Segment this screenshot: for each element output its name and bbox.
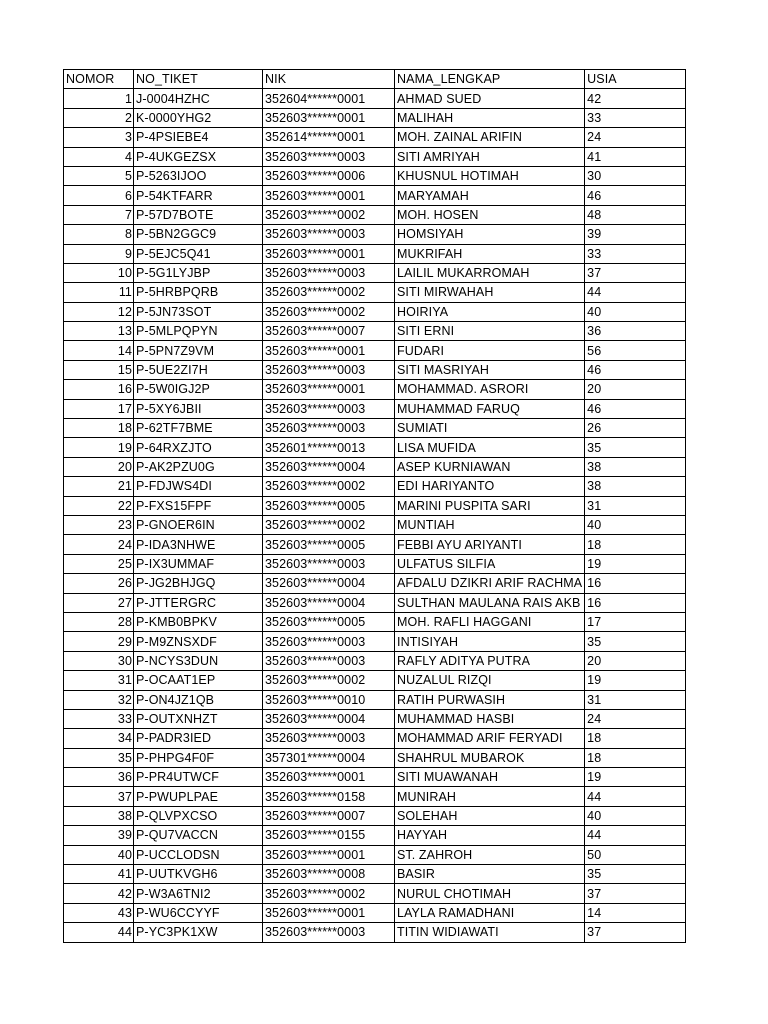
cell-no-tiket: P-57D7BOTE xyxy=(134,205,263,224)
cell-no-tiket: P-PHPG4F0F xyxy=(134,748,263,767)
cell-usia: 19 xyxy=(585,768,686,787)
cell-usia: 40 xyxy=(585,515,686,534)
table-row xyxy=(64,166,686,185)
cell-nama-lengkap: MOH. ZAINAL ARIFIN xyxy=(395,128,585,147)
cell-no-tiket: P-M9ZNSXDF xyxy=(134,632,263,651)
cell-no-tiket: P-64RXZJTO xyxy=(134,438,263,457)
cell-nama-lengkap: SITI MASRIYAH xyxy=(395,360,585,379)
table-row xyxy=(64,612,686,631)
table-row xyxy=(64,768,686,787)
cell-no-tiket: P-5EJC5Q41 xyxy=(134,244,263,263)
cell-nik: 352603******0005 xyxy=(263,612,395,631)
table-row xyxy=(64,690,686,709)
cell-no-tiket: P-5BN2GGC9 xyxy=(134,225,263,244)
cell-nama-lengkap: EDI HARIYANTO xyxy=(395,477,585,496)
cell-nama-lengkap: SITI MIRWAHAH xyxy=(395,283,585,302)
table-row xyxy=(64,865,686,884)
cell-nik: 357301******0004 xyxy=(263,748,395,767)
cell-nik: 352603******0001 xyxy=(263,186,395,205)
table-row xyxy=(64,845,686,864)
cell-no-tiket: P-QLVPXCSO xyxy=(134,806,263,825)
cell-no-tiket: K-0000YHG2 xyxy=(134,108,263,127)
cell-nama-lengkap: SHAHRUL MUBAROK xyxy=(395,748,585,767)
cell-nik: 352603******0002 xyxy=(263,283,395,302)
cell-no-tiket: P-62TF7BME xyxy=(134,419,263,438)
cell-nomor: 37 xyxy=(64,787,134,806)
cell-usia: 35 xyxy=(585,438,686,457)
cell-nomor: 4 xyxy=(64,147,134,166)
cell-usia: 38 xyxy=(585,457,686,476)
cell-nama-lengkap: HAYYAH xyxy=(395,826,585,845)
cell-nama-lengkap: LISA MUFIDA xyxy=(395,438,585,457)
table-row xyxy=(64,225,686,244)
cell-nama-lengkap: AFDALU DZIKRI ARIF RACHMA xyxy=(395,574,585,593)
table-row xyxy=(64,477,686,496)
cell-nik: 352603******0003 xyxy=(263,360,395,379)
cell-no-tiket: P-5UE2ZI7H xyxy=(134,360,263,379)
cell-usia: 24 xyxy=(585,128,686,147)
cell-nik: 352603******0155 xyxy=(263,826,395,845)
cell-usia: 35 xyxy=(585,865,686,884)
table-row xyxy=(64,903,686,922)
cell-no-tiket: P-4PSIEBE4 xyxy=(134,128,263,147)
cell-nik: 352603******0003 xyxy=(263,632,395,651)
table-row xyxy=(64,826,686,845)
table-row xyxy=(64,535,686,554)
cell-nama-lengkap: SUMIATI xyxy=(395,419,585,438)
table-row xyxy=(64,806,686,825)
cell-usia: 30 xyxy=(585,166,686,185)
cell-no-tiket: P-JG2BHJGQ xyxy=(134,574,263,593)
cell-nomor: 31 xyxy=(64,671,134,690)
cell-nik: 352603******0003 xyxy=(263,651,395,670)
table-row xyxy=(64,651,686,670)
cell-no-tiket: P-NCYS3DUN xyxy=(134,651,263,670)
cell-nik: 352603******0005 xyxy=(263,535,395,554)
cell-nomor: 25 xyxy=(64,554,134,573)
cell-nik: 352603******0003 xyxy=(263,225,395,244)
cell-no-tiket: P-PADR3IED xyxy=(134,729,263,748)
cell-nik: 352601******0013 xyxy=(263,438,395,457)
cell-nomor: 40 xyxy=(64,845,134,864)
cell-nik: 352603******0001 xyxy=(263,108,395,127)
cell-nama-lengkap: MOH. HOSEN xyxy=(395,205,585,224)
cell-nomor: 41 xyxy=(64,865,134,884)
cell-usia: 35 xyxy=(585,632,686,651)
table-row xyxy=(64,709,686,728)
cell-usia: 39 xyxy=(585,225,686,244)
cell-no-tiket: P-5HRBPQRB xyxy=(134,283,263,302)
cell-no-tiket: P-KMB0BPKV xyxy=(134,612,263,631)
cell-nama-lengkap: LAYLA RAMADHANI xyxy=(395,903,585,922)
cell-nik: 352603******0003 xyxy=(263,923,395,942)
cell-usia: 33 xyxy=(585,108,686,127)
table-row xyxy=(64,205,686,224)
cell-usia: 36 xyxy=(585,322,686,341)
cell-nama-lengkap: SULTHAN MAULANA RAIS AKB xyxy=(395,593,585,612)
cell-nik: 352603******0007 xyxy=(263,806,395,825)
cell-nik: 352603******0003 xyxy=(263,554,395,573)
table-row xyxy=(64,632,686,651)
table-row xyxy=(64,787,686,806)
cell-no-tiket: P-FXS15FPF xyxy=(134,496,263,515)
cell-no-tiket: P-5XY6JBII xyxy=(134,399,263,418)
cell-usia: 46 xyxy=(585,186,686,205)
cell-nama-lengkap: MUNIRAH xyxy=(395,787,585,806)
cell-nomor: 14 xyxy=(64,341,134,360)
cell-nik: 352603******0002 xyxy=(263,477,395,496)
cell-nomor: 13 xyxy=(64,322,134,341)
cell-usia: 31 xyxy=(585,690,686,709)
cell-no-tiket: P-IDA3NHWE xyxy=(134,535,263,554)
cell-nik: 352603******0003 xyxy=(263,147,395,166)
cell-nik: 352603******0006 xyxy=(263,166,395,185)
header-usia: USIA xyxy=(585,70,686,89)
table-row xyxy=(64,186,686,205)
cell-no-tiket: P-PR4UTWCF xyxy=(134,768,263,787)
table-row xyxy=(64,89,686,108)
table-row xyxy=(64,574,686,593)
cell-nik: 352603******0005 xyxy=(263,496,395,515)
cell-usia: 19 xyxy=(585,671,686,690)
cell-usia: 31 xyxy=(585,496,686,515)
cell-nama-lengkap: AHMAD SUED xyxy=(395,89,585,108)
cell-nomor: 24 xyxy=(64,535,134,554)
cell-nama-lengkap: HOMSIYAH xyxy=(395,225,585,244)
cell-nama-lengkap: MARINI PUSPITA SARI xyxy=(395,496,585,515)
cell-usia: 18 xyxy=(585,748,686,767)
cell-no-tiket: P-QU7VACCN xyxy=(134,826,263,845)
table-row xyxy=(64,496,686,515)
table-row xyxy=(64,341,686,360)
cell-nik: 352603******0001 xyxy=(263,380,395,399)
cell-usia: 14 xyxy=(585,903,686,922)
cell-usia: 33 xyxy=(585,244,686,263)
cell-nik: 352603******0004 xyxy=(263,709,395,728)
cell-nomor: 44 xyxy=(64,923,134,942)
cell-no-tiket: P-WU6CCYYF xyxy=(134,903,263,922)
cell-nama-lengkap: MOHAMMAD. ASRORI xyxy=(395,380,585,399)
table-row xyxy=(64,108,686,127)
header-nama-lengkap: NAMA_LENGKAP xyxy=(395,70,585,89)
cell-no-tiket: P-5JN73SOT xyxy=(134,302,263,321)
cell-nomor: 11 xyxy=(64,283,134,302)
header-no-tiket: NO_TIKET xyxy=(134,70,263,89)
cell-no-tiket: P-JTTERGRC xyxy=(134,593,263,612)
cell-usia: 37 xyxy=(585,923,686,942)
cell-nama-lengkap: ASEP KURNIAWAN xyxy=(395,457,585,476)
cell-nik: 352603******0002 xyxy=(263,302,395,321)
cell-nama-lengkap: ULFATUS SILFIA xyxy=(395,554,585,573)
table-row xyxy=(64,263,686,282)
cell-no-tiket: P-UUTKVGH6 xyxy=(134,865,263,884)
cell-nomor: 7 xyxy=(64,205,134,224)
cell-nik: 352603******0002 xyxy=(263,671,395,690)
cell-nomor: 30 xyxy=(64,651,134,670)
data-table xyxy=(63,69,686,943)
cell-no-tiket: P-5263IJOO xyxy=(134,166,263,185)
cell-nomor: 29 xyxy=(64,632,134,651)
cell-nomor: 10 xyxy=(64,263,134,282)
cell-nama-lengkap: RATIH PURWASIH xyxy=(395,690,585,709)
cell-nomor: 34 xyxy=(64,729,134,748)
cell-nomor: 2 xyxy=(64,108,134,127)
cell-nama-lengkap: KHUSNUL HOTIMAH xyxy=(395,166,585,185)
cell-nama-lengkap: MUKRIFAH xyxy=(395,244,585,263)
cell-no-tiket: P-OCAAT1EP xyxy=(134,671,263,690)
table-row xyxy=(64,128,686,147)
cell-usia: 18 xyxy=(585,729,686,748)
cell-no-tiket: P-ON4JZ1QB xyxy=(134,690,263,709)
cell-no-tiket: P-FDJWS4DI xyxy=(134,477,263,496)
cell-nama-lengkap: SITI ERNI xyxy=(395,322,585,341)
cell-usia: 40 xyxy=(585,302,686,321)
cell-usia: 20 xyxy=(585,651,686,670)
table-row xyxy=(64,147,686,166)
cell-nama-lengkap: LAILIL MUKARROMAH xyxy=(395,263,585,282)
cell-no-tiket: P-5W0IGJ2P xyxy=(134,380,263,399)
cell-nomor: 36 xyxy=(64,768,134,787)
cell-nama-lengkap: NURUL CHOTIMAH xyxy=(395,884,585,903)
cell-usia: 26 xyxy=(585,419,686,438)
table-row xyxy=(64,380,686,399)
cell-nomor: 38 xyxy=(64,806,134,825)
table-row xyxy=(64,884,686,903)
cell-usia: 44 xyxy=(585,787,686,806)
cell-nik: 352604******0001 xyxy=(263,89,395,108)
cell-no-tiket: P-5G1LYJBP xyxy=(134,263,263,282)
cell-nama-lengkap: MUNTIAH xyxy=(395,515,585,534)
cell-usia: 20 xyxy=(585,380,686,399)
cell-nomor: 33 xyxy=(64,709,134,728)
cell-nomor: 28 xyxy=(64,612,134,631)
cell-usia: 37 xyxy=(585,884,686,903)
cell-nomor: 22 xyxy=(64,496,134,515)
header-nik: NIK xyxy=(263,70,395,89)
cell-no-tiket: J-0004HZHC xyxy=(134,89,263,108)
cell-nik: 352603******0007 xyxy=(263,322,395,341)
cell-nama-lengkap: SITI AMRIYAH xyxy=(395,147,585,166)
cell-nik: 352603******0003 xyxy=(263,729,395,748)
table-row xyxy=(64,283,686,302)
cell-nama-lengkap: SOLEHAH xyxy=(395,806,585,825)
cell-nik: 352603******0001 xyxy=(263,768,395,787)
cell-nomor: 21 xyxy=(64,477,134,496)
table-row xyxy=(64,554,686,573)
cell-usia: 41 xyxy=(585,147,686,166)
table-row xyxy=(64,593,686,612)
cell-nama-lengkap: MOHAMMAD ARIF FERYADI xyxy=(395,729,585,748)
cell-nomor: 32 xyxy=(64,690,134,709)
cell-usia: 46 xyxy=(585,360,686,379)
cell-usia: 37 xyxy=(585,263,686,282)
cell-nomor: 23 xyxy=(64,515,134,534)
table-row xyxy=(64,457,686,476)
cell-usia: 42 xyxy=(585,89,686,108)
cell-nomor: 19 xyxy=(64,438,134,457)
cell-nomor: 17 xyxy=(64,399,134,418)
cell-nama-lengkap: MARYAMAH xyxy=(395,186,585,205)
cell-nik: 352603******0010 xyxy=(263,690,395,709)
table-row xyxy=(64,748,686,767)
table-row xyxy=(64,923,686,942)
cell-usia: 24 xyxy=(585,709,686,728)
cell-nama-lengkap: MUHAMMAD FARUQ xyxy=(395,399,585,418)
cell-nama-lengkap: INTISIYAH xyxy=(395,632,585,651)
table-header-row xyxy=(64,70,686,89)
cell-nik: 352603******0001 xyxy=(263,903,395,922)
cell-nomor: 6 xyxy=(64,186,134,205)
cell-usia: 40 xyxy=(585,806,686,825)
table-row xyxy=(64,729,686,748)
cell-no-tiket: P-5MLPQPYN xyxy=(134,322,263,341)
cell-usia: 38 xyxy=(585,477,686,496)
cell-usia: 19 xyxy=(585,554,686,573)
cell-nik: 352603******0001 xyxy=(263,845,395,864)
cell-usia: 48 xyxy=(585,205,686,224)
cell-nama-lengkap: BASIR xyxy=(395,865,585,884)
cell-nik: 352603******0004 xyxy=(263,457,395,476)
table-row xyxy=(64,322,686,341)
cell-nomor: 42 xyxy=(64,884,134,903)
cell-nama-lengkap: MOH. RAFLI HAGGANI xyxy=(395,612,585,631)
cell-nomor: 27 xyxy=(64,593,134,612)
cell-nomor: 20 xyxy=(64,457,134,476)
cell-no-tiket: P-GNOER6IN xyxy=(134,515,263,534)
cell-nik: 352603******0003 xyxy=(263,399,395,418)
cell-nomor: 15 xyxy=(64,360,134,379)
table-row xyxy=(64,399,686,418)
cell-nik: 352603******0001 xyxy=(263,244,395,263)
cell-nomor: 12 xyxy=(64,302,134,321)
table-row xyxy=(64,438,686,457)
cell-nik: 352603******0004 xyxy=(263,593,395,612)
cell-nama-lengkap: FEBBI AYU ARIYANTI xyxy=(395,535,585,554)
cell-no-tiket: P-YC3PK1XW xyxy=(134,923,263,942)
header-nomor: NOMOR xyxy=(64,70,134,89)
cell-no-tiket: P-OUTXNHZT xyxy=(134,709,263,728)
cell-usia: 18 xyxy=(585,535,686,554)
cell-nomor: 35 xyxy=(64,748,134,767)
cell-nama-lengkap: ST. ZAHROH xyxy=(395,845,585,864)
table-row xyxy=(64,671,686,690)
cell-nik: 352603******0002 xyxy=(263,515,395,534)
cell-nik: 352614******0001 xyxy=(263,128,395,147)
cell-no-tiket: P-UCCLODSN xyxy=(134,845,263,864)
cell-no-tiket: P-IX3UMMAF xyxy=(134,554,263,573)
cell-nomor: 3 xyxy=(64,128,134,147)
cell-nomor: 8 xyxy=(64,225,134,244)
cell-nomor: 43 xyxy=(64,903,134,922)
cell-usia: 50 xyxy=(585,845,686,864)
cell-nomor: 5 xyxy=(64,166,134,185)
cell-nik: 352603******0003 xyxy=(263,263,395,282)
cell-nama-lengkap: TITIN WIDIAWATI xyxy=(395,923,585,942)
cell-nomor: 16 xyxy=(64,380,134,399)
cell-no-tiket: P-4UKGEZSX xyxy=(134,147,263,166)
cell-nama-lengkap: HOIRIYA xyxy=(395,302,585,321)
cell-no-tiket: P-AK2PZU0G xyxy=(134,457,263,476)
cell-nama-lengkap: MUHAMMAD HASBI xyxy=(395,709,585,728)
cell-usia: 56 xyxy=(585,341,686,360)
cell-nomor: 1 xyxy=(64,89,134,108)
cell-no-tiket: P-54KTFARR xyxy=(134,186,263,205)
table-row xyxy=(64,419,686,438)
cell-no-tiket: P-5PN7Z9VM xyxy=(134,341,263,360)
cell-nama-lengkap: RAFLY ADITYA PUTRA xyxy=(395,651,585,670)
cell-usia: 44 xyxy=(585,283,686,302)
cell-nomor: 18 xyxy=(64,419,134,438)
cell-nama-lengkap: MALIHAH xyxy=(395,108,585,127)
cell-nik: 352603******0003 xyxy=(263,419,395,438)
cell-nik: 352603******0004 xyxy=(263,574,395,593)
cell-nik: 352603******0008 xyxy=(263,865,395,884)
cell-usia: 16 xyxy=(585,593,686,612)
cell-usia: 44 xyxy=(585,826,686,845)
cell-nik: 352603******0158 xyxy=(263,787,395,806)
cell-usia: 46 xyxy=(585,399,686,418)
table-row xyxy=(64,515,686,534)
cell-nomor: 39 xyxy=(64,826,134,845)
cell-nama-lengkap: SITI MUAWANAH xyxy=(395,768,585,787)
table-row xyxy=(64,360,686,379)
cell-usia: 17 xyxy=(585,612,686,631)
cell-nomor: 26 xyxy=(64,574,134,593)
cell-nama-lengkap: FUDARI xyxy=(395,341,585,360)
cell-usia: 16 xyxy=(585,574,686,593)
cell-nomor: 9 xyxy=(64,244,134,263)
cell-nik: 352603******0002 xyxy=(263,205,395,224)
cell-no-tiket: P-W3A6TNI2 xyxy=(134,884,263,903)
cell-no-tiket: P-PWUPLPAE xyxy=(134,787,263,806)
table-row xyxy=(64,244,686,263)
cell-nik: 352603******0001 xyxy=(263,341,395,360)
cell-nama-lengkap: NUZALUL RIZQI xyxy=(395,671,585,690)
table-row xyxy=(64,302,686,321)
cell-nik: 352603******0002 xyxy=(263,884,395,903)
